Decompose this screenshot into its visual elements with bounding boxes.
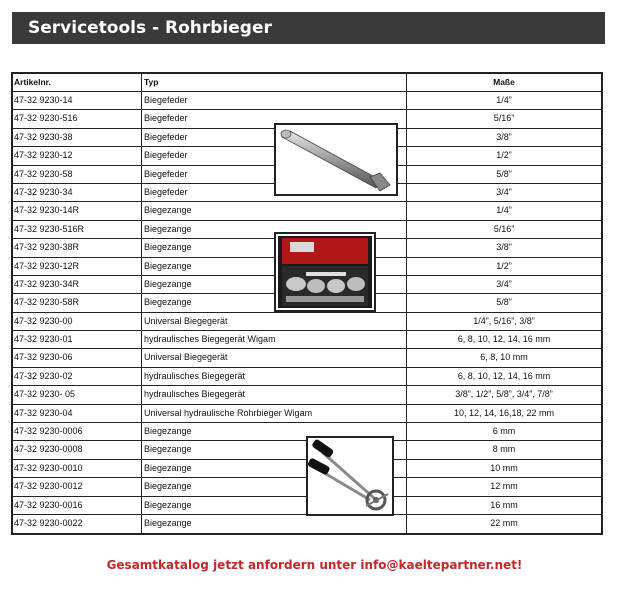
type-cell: Biegezange (142, 258, 407, 275)
table-row (13, 349, 601, 367)
size-cell: 1/4”, 5/16”, 3/8” (473, 315, 535, 326)
table-header-row (13, 74, 601, 92)
bending-spring-icon (276, 125, 396, 194)
tool-case-icon (276, 234, 374, 310)
type-cell: Biegefeder (142, 110, 407, 127)
article-number-cell: 47-32 9230-01 (13, 331, 142, 348)
article-number-cell: 47-32 9230-14 (13, 92, 142, 109)
type-cell: hydraulisches Biegegerät Wigam (142, 331, 407, 348)
article-number-cell: 47-32 9230-0008 (13, 441, 142, 458)
type-cell: Biegezange (142, 423, 407, 440)
type-cell: Biegezange (142, 276, 407, 293)
type-cell: Biegezange (142, 441, 407, 458)
table-row (13, 92, 601, 110)
size-cell: 16 mm (490, 499, 518, 510)
page-header (12, 12, 605, 44)
article-number-cell: 47-32 9230-12 (13, 147, 142, 164)
table-row (13, 313, 601, 331)
size-cell: 10, 12, 14, 16,18, 22 mm (453, 407, 555, 418)
size-cell: 8 mm (492, 444, 516, 455)
type-cell: hydraulisches Biegegerät (142, 368, 407, 385)
article-number-cell: 47-32 9230-0010 (13, 460, 142, 477)
article-number-cell: 47-32 9230-02 (13, 368, 142, 385)
type-cell: Universal Biegegerät (142, 349, 407, 366)
article-number-cell: 47-32 9230-58R (13, 294, 142, 311)
article-number-cell: 47-32 9230-0022 (13, 515, 142, 533)
article-number-cell: 47-32 9230- 05 (13, 386, 142, 403)
type-cell: Biegezange (142, 515, 407, 533)
size-cell: 1/2” (496, 150, 512, 161)
size-cell: 3/4” (496, 186, 512, 197)
bending-pliers-image (306, 436, 394, 516)
type-cell: Biegezange (142, 239, 407, 256)
article-number-cell: 47-32 9230-0016 (13, 497, 142, 514)
article-number-cell: 47-32 9230-34 (13, 184, 142, 201)
article-number-cell: 47-32 9230-12R (13, 258, 142, 275)
size-cell: 5/16” (493, 223, 515, 234)
type-cell: Biegezange (142, 478, 407, 495)
type-cell: Biegefeder (142, 184, 407, 201)
type-cell: Biegezange (142, 497, 407, 514)
type-cell: Biegezange (142, 202, 407, 219)
column-header-masse: Maße (493, 77, 515, 87)
type-cell: Biegezange (142, 460, 407, 477)
size-cell: 12 mm (490, 481, 518, 492)
size-cell: 6, 8, 10 mm (480, 352, 528, 363)
size-cell: 3/8” (496, 131, 512, 142)
size-cell: 10 mm (490, 462, 518, 473)
size-cell: 3/4” (496, 278, 512, 289)
article-number-cell: 47-32 9230-58 (13, 166, 142, 183)
catalog-request-note: Gesamtkatalog jetzt anfordern unter info@kaeltepartner.net! (106, 558, 523, 572)
article-number-cell: 47-32 9230-0006 (13, 423, 142, 440)
bending-tool-case-image (274, 232, 376, 312)
table-row (13, 405, 601, 423)
article-number-cell: 47-32 9230-34R (13, 276, 142, 293)
type-cell: Biegefeder (142, 92, 407, 109)
size-cell: 5/8” (496, 297, 512, 308)
type-cell: Biegefeder (142, 147, 407, 164)
type-cell: Biegezange (142, 294, 407, 311)
article-number-cell: 47-32 9230-04 (13, 405, 142, 422)
size-cell: 3/8”, 1/2”, 5/8”, 3/4”, 7/8” (455, 389, 553, 400)
table-row (13, 515, 601, 533)
size-cell: 5/16” (493, 113, 515, 124)
type-cell: Biegefeder (142, 166, 407, 183)
article-number-cell: 47-32 9230-14R (13, 202, 142, 219)
table-row (13, 368, 601, 386)
article-number-cell: 47-32 9230-516 (13, 110, 142, 127)
size-cell: 6, 8, 10, 12, 14, 16 mm (457, 370, 551, 381)
size-cell: 6, 8, 10, 12, 14, 16 mm (457, 334, 551, 345)
table-row (13, 386, 601, 404)
size-cell: 1/4” (496, 95, 512, 105)
column-header-typ: Typ (142, 74, 407, 91)
article-number-cell: 47-32 9230-38R (13, 239, 142, 256)
type-cell: hydraulisches Biegegerät (142, 386, 407, 403)
bending-spring-image (274, 123, 398, 196)
page-title: Servicetools - Rohrbieger (28, 18, 272, 38)
article-number-cell: 47-32 9230-06 (13, 349, 142, 366)
size-cell: 22 mm (490, 517, 518, 528)
type-cell: Biegezange (142, 221, 407, 238)
article-number-cell: 47-32 9230-516R (13, 221, 142, 238)
bending-pliers-icon (308, 438, 392, 514)
type-cell: Biegefeder (142, 129, 407, 146)
size-cell: 3/8” (496, 242, 512, 253)
article-number-cell: 47-32 9230-0012 (13, 478, 142, 495)
column-header-artikelnr: Artikelnr. (13, 74, 142, 91)
size-cell: 1/2” (496, 260, 512, 271)
type-cell: Universal hydraulische Rohrbieger Wigam (142, 405, 407, 422)
size-cell: 1/4” (496, 205, 512, 216)
size-cell: 5/8” (496, 168, 512, 179)
size-cell: 6 mm (492, 426, 516, 437)
type-cell: Universal Biegegerät (142, 313, 407, 330)
table-row (13, 331, 601, 349)
article-number-cell: 47-32 9230-38 (13, 129, 142, 146)
article-number-cell: 47-32 9230-00 (13, 313, 142, 330)
table-row (13, 202, 601, 220)
